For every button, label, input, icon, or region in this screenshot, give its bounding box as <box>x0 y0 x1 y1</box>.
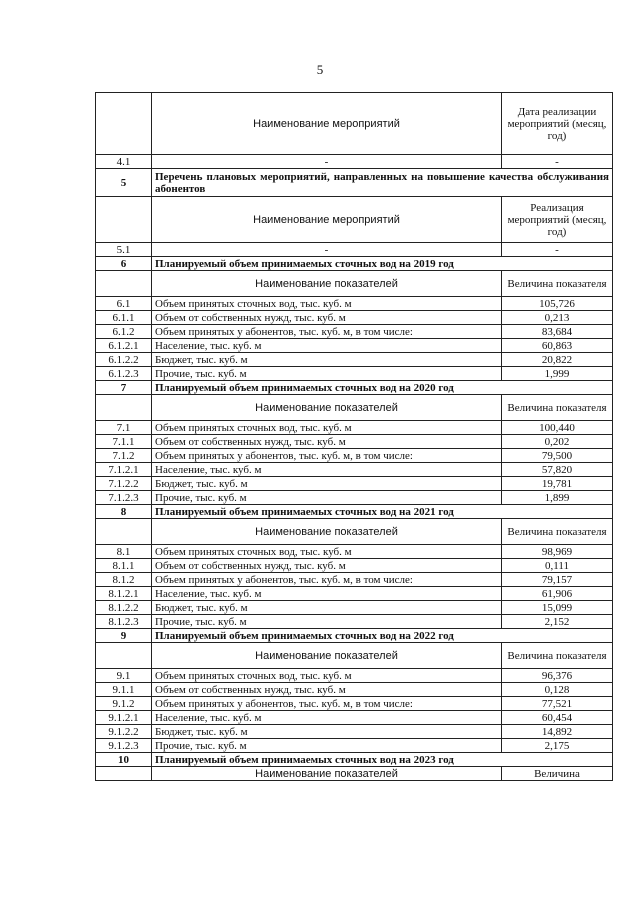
section-title: Планируемый объем принимаемых сточных вод на 2020 год <box>152 381 613 395</box>
row-name: - <box>152 243 502 257</box>
table-row <box>96 683 613 697</box>
row-name: Прочие, тыс. куб. м <box>152 491 502 505</box>
row-value: 1,999 <box>502 367 613 381</box>
section-header-row <box>96 519 613 545</box>
row-value: 60,863 <box>502 339 613 353</box>
header-value-cell: Величина <box>502 767 613 781</box>
row-value: - <box>502 155 613 169</box>
measures-table <box>95 92 613 781</box>
table-row <box>96 545 613 559</box>
row-value: 98,969 <box>502 545 613 559</box>
section-number: 7 <box>96 381 152 395</box>
row-name: Прочие, тыс. куб. м <box>152 739 502 753</box>
row-number: 7.1.1 <box>96 435 152 449</box>
row-number: 9.1.2.3 <box>96 739 152 753</box>
row-number: 7.1.2 <box>96 449 152 463</box>
row-number: 9.1 <box>96 669 152 683</box>
header-name-cell: Наименование показателей <box>152 767 502 781</box>
row-number: 6.1.2.1 <box>96 339 152 353</box>
table-header-row <box>96 93 613 155</box>
row-number: 9.1.2 <box>96 697 152 711</box>
row-value: 15,099 <box>502 601 613 615</box>
section-title: Планируемый объем принимаемых сточных вод на 2023 год <box>152 753 613 767</box>
row-number: 9.1.1 <box>96 683 152 697</box>
section-number: 10 <box>96 753 152 767</box>
table-row <box>96 559 613 573</box>
row-number: 8.1.2.1 <box>96 587 152 601</box>
row-name: Население, тыс. куб. м <box>152 339 502 353</box>
row-name: Объем принятых у абонентов, тыс. куб. м, в том числе: <box>152 697 502 711</box>
row-name: Прочие, тыс. куб. м <box>152 615 502 629</box>
row-value: 0,111 <box>502 559 613 573</box>
row-number: 9.1.2.1 <box>96 711 152 725</box>
section-header-row <box>96 271 613 297</box>
row-name: Объем принятых сточных вод, тыс. куб. м <box>152 421 502 435</box>
header-num-cell <box>96 519 152 545</box>
header-num-cell <box>96 197 152 243</box>
table-row <box>96 725 613 739</box>
table-row <box>96 615 613 629</box>
header-num-cell <box>96 271 152 297</box>
table-row <box>96 155 613 169</box>
section-title-row <box>96 629 613 643</box>
table-row <box>96 367 613 381</box>
row-value: 0,128 <box>502 683 613 697</box>
row-number: 8.1.2.3 <box>96 615 152 629</box>
section-number: 5 <box>96 169 152 197</box>
row-value: 79,157 <box>502 573 613 587</box>
row-number: 6.1.1 <box>96 311 152 325</box>
row-value: 100,440 <box>502 421 613 435</box>
row-name: Объем от собственных нужд, тыс. куб. м <box>152 559 502 573</box>
table-row <box>96 435 613 449</box>
row-name: Объем от собственных нужд, тыс. куб. м <box>152 435 502 449</box>
row-value: 20,822 <box>502 353 613 367</box>
row-name: Объем принятых сточных вод, тыс. куб. м <box>152 297 502 311</box>
table-row <box>96 739 613 753</box>
row-number: 7.1 <box>96 421 152 435</box>
header-name-cell: Наименование мероприятий <box>152 197 502 243</box>
table-row <box>96 297 613 311</box>
header-value-cell: Величина показателя <box>502 395 613 421</box>
section-title: Планируемый объем принимаемых сточных вод на 2019 год <box>152 257 613 271</box>
row-value: 2,175 <box>502 739 613 753</box>
row-name: - <box>152 155 502 169</box>
section-title-row <box>96 505 613 519</box>
row-number: 6.1 <box>96 297 152 311</box>
section-title-row <box>96 169 613 197</box>
row-value: 77,521 <box>502 697 613 711</box>
table-row <box>96 421 613 435</box>
header-num-cell <box>96 93 152 155</box>
row-value: 1,899 <box>502 491 613 505</box>
header-name-cell: Наименование показателей <box>152 643 502 669</box>
row-number: 4.1 <box>96 155 152 169</box>
row-name: Объем принятых у абонентов, тыс. куб. м, в том числе: <box>152 449 502 463</box>
section-title: Планируемый объем принимаемых сточных вод на 2022 год <box>152 629 613 643</box>
header-value-cell: Величина показателя <box>502 519 613 545</box>
section-header-row <box>96 395 613 421</box>
row-number: 5.1 <box>96 243 152 257</box>
row-number: 6.1.2.2 <box>96 353 152 367</box>
row-name: Бюджет, тыс. куб. м <box>152 601 502 615</box>
table-row <box>96 491 613 505</box>
header-num-cell <box>96 767 152 781</box>
table-row <box>96 711 613 725</box>
table-row <box>96 697 613 711</box>
table-row <box>96 353 613 367</box>
row-value: 83,684 <box>502 325 613 339</box>
row-name: Прочие, тыс. куб. м <box>152 367 502 381</box>
table-row <box>96 325 613 339</box>
row-value: 60,454 <box>502 711 613 725</box>
row-name: Объем принятых у абонентов, тыс. куб. м, в том числе: <box>152 325 502 339</box>
row-name: Объем от собственных нужд, тыс. куб. м <box>152 683 502 697</box>
row-name: Население, тыс. куб. м <box>152 463 502 477</box>
section-number: 6 <box>96 257 152 271</box>
header-date-cell: Реализация мероприятий (месяц, год) <box>502 197 613 243</box>
table-row <box>96 339 613 353</box>
row-number: 7.1.2.3 <box>96 491 152 505</box>
row-value: 2,152 <box>502 615 613 629</box>
header-value-cell: Величина показателя <box>502 643 613 669</box>
table-row <box>96 311 613 325</box>
row-name: Население, тыс. куб. м <box>152 711 502 725</box>
section-title: Перечень плановых мероприятий, направленных на повышение качества обслуживания абонентов <box>152 169 613 197</box>
row-value: 19,781 <box>502 477 613 491</box>
row-name: Объем принятых сточных вод, тыс. куб. м <box>152 545 502 559</box>
section-title-row <box>96 381 613 395</box>
row-name: Объем от собственных нужд, тыс. куб. м <box>152 311 502 325</box>
table-row <box>96 463 613 477</box>
row-number: 8.1.1 <box>96 559 152 573</box>
row-number: 6.1.2 <box>96 325 152 339</box>
header-num-cell <box>96 643 152 669</box>
section-title-row <box>96 257 613 271</box>
table-row <box>96 601 613 615</box>
table-row <box>96 243 613 257</box>
row-value: 105,726 <box>502 297 613 311</box>
section-header-row <box>96 767 613 781</box>
row-number: 8.1.2 <box>96 573 152 587</box>
row-name: Бюджет, тыс. куб. м <box>152 477 502 491</box>
table-row <box>96 573 613 587</box>
section-title: Планируемый объем принимаемых сточных вод на 2021 год <box>152 505 613 519</box>
row-value: 14,892 <box>502 725 613 739</box>
section-title-row <box>96 753 613 767</box>
header-name-cell: Наименование показателей <box>152 519 502 545</box>
row-value: 57,820 <box>502 463 613 477</box>
section-number: 8 <box>96 505 152 519</box>
section-number: 9 <box>96 629 152 643</box>
row-value: 96,376 <box>502 669 613 683</box>
header-name-cell: Наименование показателей <box>152 271 502 297</box>
row-value: 61,906 <box>502 587 613 601</box>
section-header-row <box>96 197 613 243</box>
table-row <box>96 587 613 601</box>
row-number: 8.1.2.2 <box>96 601 152 615</box>
row-number: 6.1.2.3 <box>96 367 152 381</box>
row-name: Объем принятых сточных вод, тыс. куб. м <box>152 669 502 683</box>
row-number: 7.1.2.2 <box>96 477 152 491</box>
row-name: Объем принятых у абонентов, тыс. куб. м, в том числе: <box>152 573 502 587</box>
header-num-cell <box>96 395 152 421</box>
row-value: - <box>502 243 613 257</box>
header-date-cell: Дата реализации мероприятий (месяц, год) <box>502 93 613 155</box>
table-row <box>96 669 613 683</box>
row-value: 79,500 <box>502 449 613 463</box>
row-name: Население, тыс. куб. м <box>152 587 502 601</box>
row-number: 8.1 <box>96 545 152 559</box>
section-header-row <box>96 643 613 669</box>
table-row <box>96 449 613 463</box>
row-name: Бюджет, тыс. куб. м <box>152 725 502 739</box>
row-value: 0,213 <box>502 311 613 325</box>
row-number: 9.1.2.2 <box>96 725 152 739</box>
header-value-cell: Величина показателя <box>502 271 613 297</box>
row-value: 0,202 <box>502 435 613 449</box>
header-name-cell: Наименование показателей <box>152 395 502 421</box>
table-row <box>96 477 613 491</box>
row-name: Бюджет, тыс. куб. м <box>152 353 502 367</box>
page-number: 5 <box>316 62 324 77</box>
header-name-cell: Наименование мероприятий <box>152 93 502 155</box>
row-number: 7.1.2.1 <box>96 463 152 477</box>
